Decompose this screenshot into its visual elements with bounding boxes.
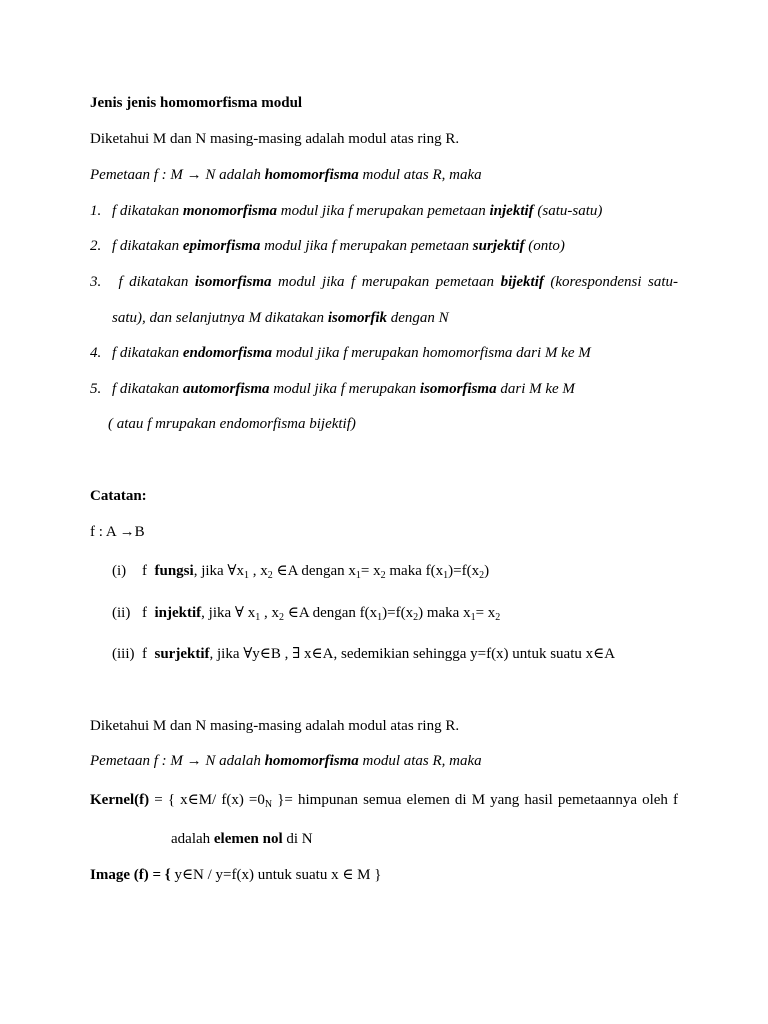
list-item: 2. f dikatakan epimorfisma modul jika f merupakan pemetaan surjektif (onto): [90, 238, 565, 254]
page-title: Jenis jenis homomorfisma modul: [90, 95, 303, 111]
catatan-item-iii: (iii) f surjektif, jika ∀y∈B , ∃ x∈A, sedemikian sehingga y=f(x) untuk suatu x∈A: [112, 646, 616, 662]
kernel-definition: Kernel(f) = { x∈M/ $f(x) =0_N$ }= himpunan semua elemen di M yang hasil pemetaannya oleh f: [90, 792, 679, 810]
list-item: 3. f dikatakan isomorfisma modul jika f merupakan pemetaan bijektif (korespondensi satu-: [90, 274, 679, 290]
kernel-definition-continuation: adalah elemen nol di N: [171, 831, 313, 847]
arrow-icon: →: [186, 167, 202, 183]
catatan-item-ii: (ii) f injektif, jika ∀ $x_1$ , $x_2$ ∈A dengan $f(x_1)=f(x_2)$ maka $x_1= x_2$: [112, 605, 501, 623]
list-item: 4. f dikatakan endomorfisma modul jika f merupakan homomorfisma dari M ke M: [90, 345, 591, 361]
catatan-heading: Catatan:: [90, 488, 147, 504]
catatan-item-i: (i) f fungsi, jika $\forall x_1$ , $x_2$ ∈A dengan $x_1= x_2$ maka $f(x_1)=f(x_2)$: [112, 563, 490, 581]
pemetaan-line: Pemetaan f : M → N adalah homomorfisma modul atas R, maka: [90, 167, 482, 183]
pemetaan-line-repeat: Pemetaan f : M → N adalah homomorfisma modul atas R, maka: [90, 753, 482, 769]
image-definition: Image (f) = { y∈N / y=f(x) untuk suatu x ∈ M }: [90, 867, 382, 883]
intro-text: Diketahui M dan N masing-masing adalah modul atas ring R.: [90, 131, 460, 147]
arrow-icon: →: [186, 753, 202, 769]
list-item-continuation: satu), dan selanjutnya M dikatakan isomorfik dengan N: [112, 310, 449, 326]
list-item: 5. f dikatakan automorfisma modul jika f merupakan isomorfisma dari M ke M: [90, 381, 575, 397]
list-item-continuation: ( atau f mrupakan endomorfisma bijektif): [108, 416, 356, 432]
intro-text-repeat: Diketahui M dan N masing-masing adalah modul atas ring R.: [90, 718, 460, 734]
list-item: 1. f dikatakan monomorfisma modul jika f merupakan pemetaan injektif (satu-satu): [90, 203, 603, 219]
map-notation: f : A →B: [90, 524, 145, 540]
